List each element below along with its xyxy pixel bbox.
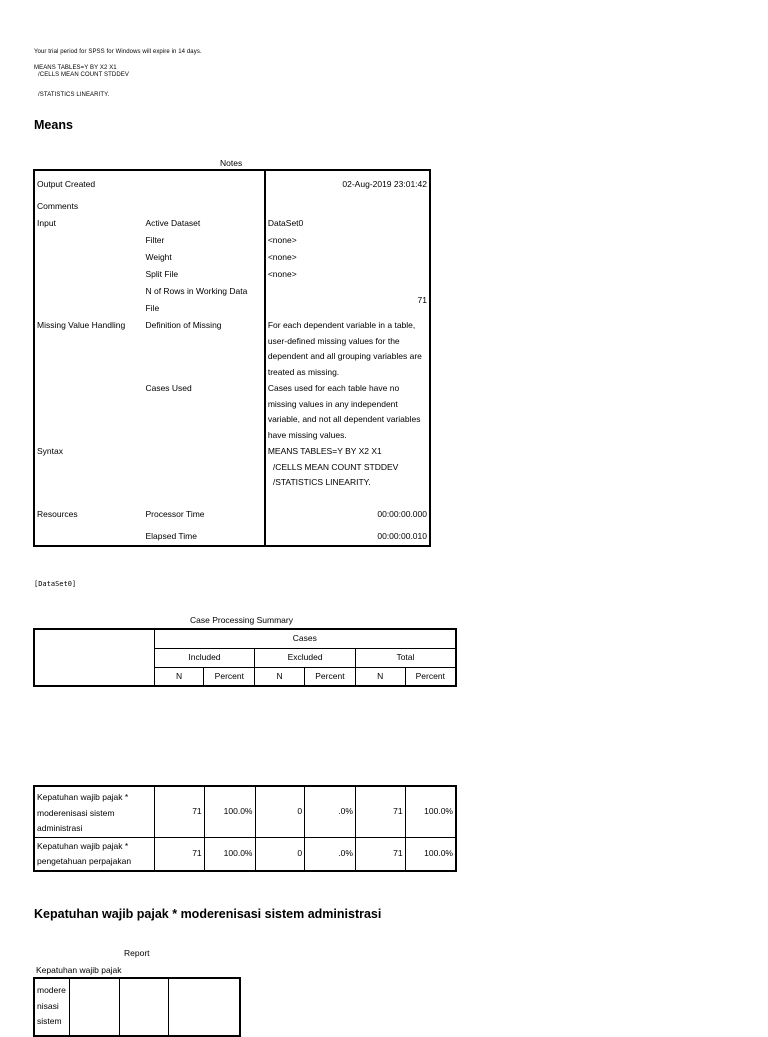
report-subtitle: Kepatuhan wajib pajak <box>36 965 122 975</box>
notes-value: 71 <box>265 283 430 317</box>
cell: 71 <box>355 786 405 837</box>
notes-sublabel: Filter <box>145 235 165 245</box>
notes-sublabel: Processor Time <box>145 509 205 519</box>
cell: 0 <box>255 837 305 871</box>
row-label: pengetahuan perpajakan <box>37 856 132 866</box>
cell: 100.0% <box>204 786 255 837</box>
notes-value-line: treated as missing. <box>267 366 340 377</box>
notes-value-line: dependent and all grouping variables are <box>267 351 422 361</box>
cell: 71 <box>355 837 405 871</box>
notes-label: Input <box>37 218 56 228</box>
dataset-tag: [DataSet0] <box>34 580 77 588</box>
notes-value: <none> <box>265 249 430 266</box>
trial-notice: Your trial period for SPSS for Windows will expire in 14 days. <box>34 49 202 55</box>
included-header: Included <box>154 648 255 667</box>
notes-sublabel: Weight <box>145 252 172 262</box>
cell: .0% <box>305 837 356 871</box>
cell: 71 <box>154 837 204 871</box>
percent-header: Percent <box>405 667 456 686</box>
notes-table <box>33 169 431 547</box>
report-title: Report <box>124 948 150 958</box>
excluded-header: Excluded <box>255 648 356 667</box>
notes-sublabel: N of Rows in Working Data <box>145 286 248 296</box>
syntax-line-1: MEANS TABLES=Y BY X2 X1 <box>34 65 117 71</box>
notes-label: Comments <box>37 201 79 211</box>
notes-value-line: variable, and not all dependent variables <box>267 414 421 424</box>
notes-value-line: /STATISTICS LINEARITY. <box>272 477 371 487</box>
total-header: Total <box>355 648 456 667</box>
notes-value: 02-Aug-2019 23:01:42 <box>265 170 430 198</box>
syntax-line-2: /CELLS MEAN COUNT STDDEV <box>38 72 129 78</box>
notes-value: <none> <box>265 232 430 249</box>
notes-value-line: missing values in any independent <box>267 398 398 409</box>
table-row <box>34 786 456 837</box>
cell: 100.0% <box>204 837 255 871</box>
notes-title: Notes <box>220 158 243 168</box>
report-row-head: modere <box>37 985 66 995</box>
row-label: administrasi <box>37 823 83 833</box>
notes-label: Syntax <box>37 446 63 456</box>
cell: 71 <box>154 786 204 837</box>
report-table <box>33 977 241 1037</box>
row-label: Kepatuhan wajib pajak * <box>37 840 129 851</box>
report-row-head: nisasi <box>37 1000 59 1011</box>
means-heading: Means <box>34 118 73 132</box>
row-label: moderenisasi sistem <box>37 807 115 818</box>
notes-sublabel: Cases Used <box>145 383 192 393</box>
notes-label: Output Created <box>37 179 96 189</box>
cell: 100.0% <box>405 786 456 837</box>
notes-value: <none> <box>265 266 430 283</box>
case-summary-title: Case Processing Summary <box>190 615 293 625</box>
notes-value-line: /CELLS MEAN COUNT STDDEV <box>272 461 399 472</box>
cases-header: Cases <box>154 629 456 648</box>
notes-value-line: MEANS TABLES=Y BY X2 X1 <box>267 446 382 456</box>
notes-value: 00:00:00.010 <box>265 528 430 546</box>
case-summary-header-table <box>33 628 457 687</box>
notes-label: Resources <box>37 509 78 519</box>
syntax-line-3: /STATISTICS LINEARITY. <box>38 92 110 98</box>
cell: .0% <box>305 786 356 837</box>
n-header: N <box>154 667 204 686</box>
cell: 100.0% <box>405 837 456 871</box>
report-row-head: sistem <box>37 1016 62 1026</box>
notes-sublabel: Active Dataset <box>145 218 201 228</box>
notes-value-line: Cases used for each table have no <box>267 383 400 393</box>
n-header: N <box>355 667 405 686</box>
notes-sublabel: Elapsed Time <box>145 531 197 541</box>
cell: 0 <box>255 786 305 837</box>
notes-sublabel: Definition of Missing <box>145 320 222 330</box>
notes-value-line: have missing values. <box>267 429 347 440</box>
notes-sublabel: Split File <box>145 269 179 279</box>
row-label: Kepatuhan wajib pajak * <box>37 792 129 802</box>
table-row <box>34 837 456 871</box>
percent-header: Percent <box>304 667 355 686</box>
notes-sublabel: File <box>145 303 160 313</box>
notes-value-line: For each dependent variable in a table, <box>267 320 416 330</box>
notes-value: 00:00:00.000 <box>265 506 430 528</box>
notes-value: DataSet0 <box>265 215 430 232</box>
case-summary-body-table <box>33 785 457 872</box>
n-header: N <box>255 667 305 686</box>
section-heading: Kepatuhan wajib pajak * moderenisasi sistem administrasi <box>34 907 382 921</box>
percent-header: Percent <box>204 667 255 686</box>
notes-value-line: user-defined missing values for the <box>267 335 400 346</box>
notes-label: Missing Value Handling <box>37 320 126 330</box>
